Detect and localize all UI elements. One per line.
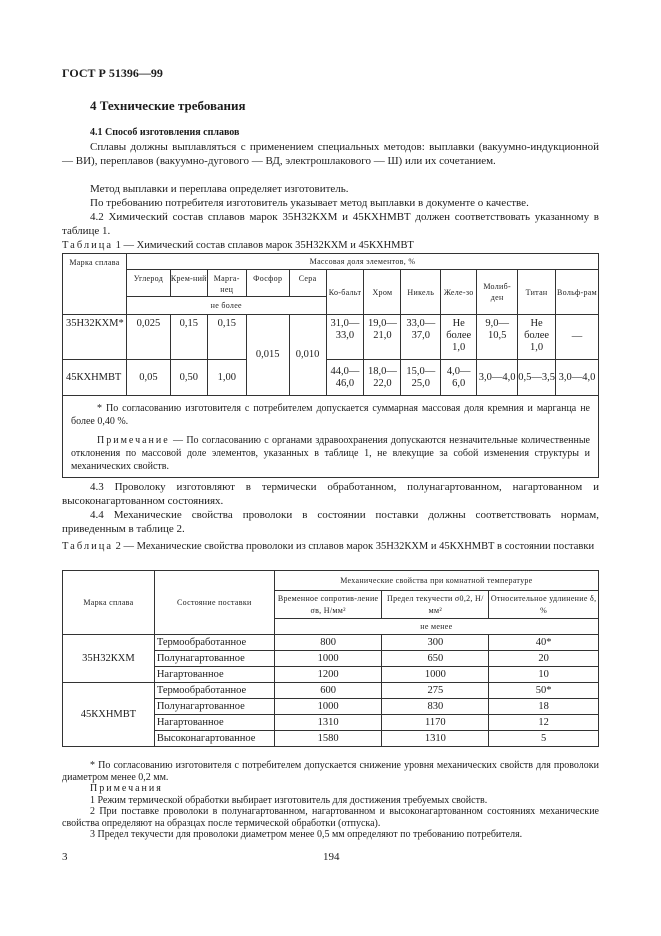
table1-caption-label: Таблица [62, 240, 114, 251]
table1-header-carbon: Углерод [126, 270, 170, 297]
table1-caption-text: 1 — Химический состав сплавов марок 35Н32КХМ и 45КХНМВТ [115, 240, 414, 251]
table1-header-cobalt: Ко-бальт [326, 270, 364, 315]
page-number: 3 [62, 851, 68, 863]
table1-cell-silicon: 0,50 [170, 360, 207, 396]
table2-cell-elongation: 5 [489, 731, 599, 747]
table2-cell-yield: 1310 [382, 731, 489, 747]
table2-note-3: 3 Предел текучести для проволоки диаметром менее 0,5 мм определяют по требованию потребителя. [90, 829, 523, 840]
table1-header-nickel: Никель [401, 270, 441, 315]
table2-cell-strength: 800 [274, 635, 382, 651]
table2-cell-strength: 1580 [274, 731, 382, 747]
table2-notes-label: Примечания [90, 783, 163, 794]
table-row [63, 360, 599, 396]
table1-cell-sulfur: 0,010 [289, 315, 326, 396]
paragraph-methods: Сплавы должны выплавляться с применением специальных методов: выплавки (вакуумно-индукционной — ВИ), переплавов (вакуумно-дугового — ВД, электрошлакового — Ш) или их сочетанием. [62, 141, 599, 167]
table1-notes [63, 396, 599, 478]
paragraph-chemical-composition: 4.2 Химический состав сплавов марок 35Н32КХМ и 45КХНМВТ должен соответствовать указанному в таблице 1. [62, 211, 599, 237]
document-code: ГОСТ Р 51396—99 [62, 66, 163, 80]
table2-cell-yield: 275 [382, 683, 489, 699]
table2-cell-strength: 1200 [274, 667, 382, 683]
table2-cell-state: Полунагартованное [154, 699, 274, 715]
table2-header-strength: Временное сопротив-ление σв, Н/мм² [274, 591, 382, 619]
table1-cell-tungsten: 3,0—4,0 [556, 360, 599, 396]
table1-header-phosphorus: Фосфор [246, 270, 289, 297]
table2-caption [62, 540, 599, 553]
table1-cell-silicon: 0,15 [170, 315, 207, 360]
table2-cell-strength: 1000 [274, 699, 382, 715]
paragraph-mechanical-properties: 4.4 Механические свойства проволоки в состоянии поставки должны соответствовать нормам, приведенным в таблице 2. [62, 509, 599, 535]
table2-cell-state: Высоконагартованное [154, 731, 274, 747]
mechanical-properties-table [62, 570, 599, 747]
table1-cell-chromium: 19,0—21,0 [364, 315, 401, 360]
table-row [63, 635, 599, 651]
subsection-title: 4.1 Способ изготовления сплавов [90, 127, 240, 138]
table1-header-tungsten: Вольф-рам [556, 270, 599, 315]
table2-cell-elongation: 50* [489, 683, 599, 699]
table1-note-text: — По согласованию с органами здравоохранения допускаются незначительные количественные отклонения по массовой доле элементов, указанных в таблице 1, не влекущие за собой изменения структуры и механических свойств. [71, 435, 590, 472]
table1-cell-carbon: 0,05 [126, 360, 170, 396]
table2-cell-yield: 1000 [382, 667, 489, 683]
table1-cell-grade: 45КХНМВТ [63, 360, 127, 396]
table1-cell-nickel: 15,0—25,0 [401, 360, 441, 396]
table1-footnote: * По согласованию изготовителя с потребителем допускается суммарная массовая доля кремния и марганца не более 0,40 %. [71, 403, 590, 427]
table2-header-grade: Марка сплава [63, 571, 155, 635]
table1-header-sulfur: Сера [289, 270, 326, 297]
table1-header-grade: Марка сплава [63, 254, 127, 315]
table1-cell-cobalt: 31,0—33,0 [326, 315, 364, 360]
table2-cell-yield: 650 [382, 651, 489, 667]
table1-cell-tungsten: — [556, 315, 599, 360]
table1-cell-iron: Не более 1,0 [441, 315, 477, 360]
table2-cell-state: Полунагартованное [154, 651, 274, 667]
table1-header-molybdenum: Молиб-ден [477, 270, 518, 315]
table1-header-titanium: Титан [518, 270, 556, 315]
table1-note [71, 434, 590, 473]
table2-cell-state: Нагартованное [154, 667, 274, 683]
table2-cell-yield: 1170 [382, 715, 489, 731]
table2-cell-yield: 300 [382, 635, 489, 651]
table1-cell-manganese: 1,00 [207, 360, 246, 396]
table1-caption [62, 239, 414, 252]
table-row [63, 315, 599, 360]
table1-cell-nickel: 33,0—37,0 [401, 315, 441, 360]
table2-header-elongation: Относительное удлинение δ, % [489, 591, 599, 619]
table2-cell-strength: 1310 [274, 715, 382, 731]
chemical-composition-table [62, 253, 599, 478]
table1-header-chromium: Хром [364, 270, 401, 315]
table1-cell-iron: 4,0—6,0 [441, 360, 477, 396]
table1-header-iron: Желе-зо [441, 270, 477, 315]
table2-cell-state: Термообработанное [154, 635, 274, 651]
table2-footnote: * По согласованию изготовителя с потребителем допускается снижение уровня механических свойств для проволоки диаметром менее 0,2 мм. [62, 760, 599, 783]
table2-cell-elongation: 20 [489, 651, 599, 667]
table1-cell-manganese: 0,15 [207, 315, 246, 360]
table1-cell-molybdenum: 9,0—10,5 [477, 315, 518, 360]
table1-cell-titanium: Не более 1,0 [518, 315, 556, 360]
table2-header-state: Состояние поставки [154, 571, 274, 635]
table2-cell-elongation: 40* [489, 635, 599, 651]
table1-header-silicon: Крем-ний [170, 270, 207, 297]
table1-note-label: Примечание [97, 435, 170, 446]
sheet-number: 194 [323, 851, 340, 863]
table2-cell-state: Термообработанное [154, 683, 274, 699]
table2-note-2: 2 При поставке проволоки в полунагартованном, нагартованном и высоконагартованном состояниях механические свойства определяют на образцах после термической обработки (отпуска). [62, 806, 599, 829]
table2-cell-yield: 830 [382, 699, 489, 715]
table1-cell-molybdenum: 3,0—4,0 [477, 360, 518, 396]
table1-not-more: не более [126, 297, 326, 315]
table2-cell-strength: 1000 [274, 651, 382, 667]
table1-header-manganese: Марга-нец [207, 270, 246, 297]
table2-cell-grade: 45КХНМВТ [63, 683, 155, 747]
table2-cell-grade: 35Н32КХМ [63, 635, 155, 683]
paragraph-method-choice: Метод выплавки и переплава определяет изготовитель. [90, 183, 349, 195]
table1-header-group: Массовая доля элементов, % [126, 254, 598, 270]
table2-note-1: 1 Режим термической обработки выбирает изготовитель для достижения требуемых свойств. [90, 794, 488, 806]
table1-cell-titanium: 0,5—3,5 [518, 360, 556, 396]
table-row [63, 683, 599, 699]
table2-not-less: не менее [274, 619, 598, 635]
table1-cell-carbon: 0,025 [126, 315, 170, 360]
table2-cell-elongation: 10 [489, 667, 599, 683]
table1-cell-phosphorus: 0,015 [246, 315, 289, 396]
paragraph-customer-request: По требованию потребителя изготовитель указывает метод выплавки в документе о качестве. [90, 197, 529, 209]
table2-cell-elongation: 18 [489, 699, 599, 715]
table1-cell-cobalt: 44,0—46,0 [326, 360, 364, 396]
table1-cell-chromium: 18,0—22,0 [364, 360, 401, 396]
table2-caption-label: Таблица [62, 541, 114, 552]
table2-header-yield: Предел текучести σ0,2, Н/мм² [382, 591, 489, 619]
table2-header-group: Механические свойства при комнатной температуре [274, 571, 598, 591]
table2-cell-state: Нагартованное [154, 715, 274, 731]
table2-cell-elongation: 12 [489, 715, 599, 731]
table2-caption-text: 2 — Механические свойства проволоки из сплавов марок 35Н32КХМ и 45КХНМВТ в состоянии поставки [115, 541, 595, 552]
table1-cell-grade: 35Н32КХМ* [63, 315, 127, 360]
table2-notes [62, 760, 599, 841]
paragraph-wire-states: 4.3 Проволоку изготовляют в термически обработанном, полунагартованном, нагартованном и высоконагартованном состояниях. [62, 481, 599, 507]
table2-cell-strength: 600 [274, 683, 382, 699]
section-title: 4 Технические требования [90, 98, 246, 113]
